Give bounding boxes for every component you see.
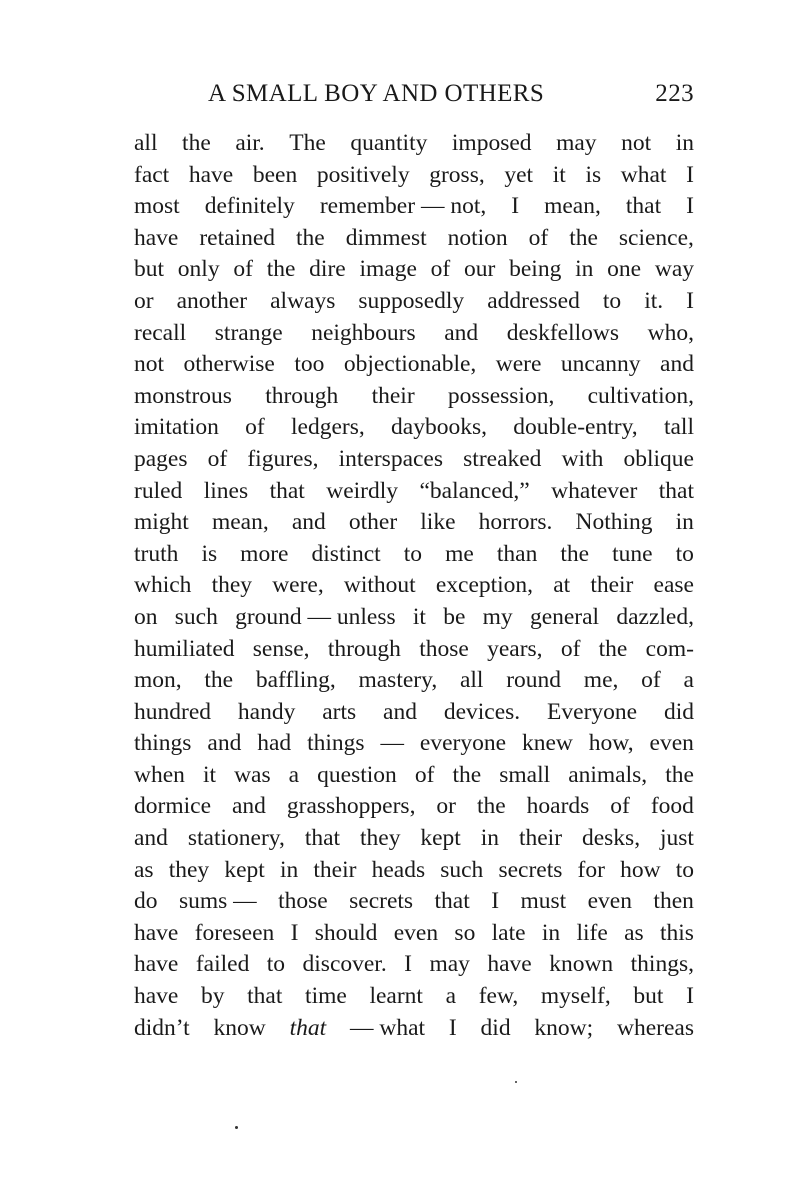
- text-line: [134, 665, 694, 697]
- word: food: [650, 793, 694, 820]
- word: to: [403, 540, 423, 567]
- word: on: [134, 603, 158, 630]
- word: knew: [521, 730, 573, 757]
- word: hundred: [134, 698, 212, 725]
- word: that: [289, 1014, 327, 1041]
- word: handy: [237, 698, 296, 725]
- word: even: [393, 919, 439, 946]
- word: I: [404, 951, 412, 978]
- word: know: [213, 1014, 266, 1041]
- word: things: [307, 730, 365, 757]
- word: secrets: [498, 856, 563, 883]
- word: of: [414, 761, 435, 788]
- word: hoards: [526, 793, 590, 820]
- word: that: [269, 477, 305, 504]
- text-line: [134, 381, 694, 413]
- word: did: [663, 698, 694, 725]
- word: through: [327, 635, 401, 662]
- page-number: 223: [655, 80, 694, 107]
- word: of: [430, 256, 451, 283]
- word: like: [420, 509, 456, 536]
- word: the: [452, 761, 482, 788]
- word: they: [211, 572, 253, 599]
- word: addressed: [487, 287, 580, 314]
- word: gross,: [429, 161, 485, 188]
- word: the: [296, 224, 325, 251]
- word: have: [134, 983, 179, 1010]
- word: quantity: [350, 130, 428, 156]
- word: late: [491, 919, 526, 946]
- text-line: [134, 318, 694, 350]
- text-line: [134, 918, 694, 950]
- word: that: [658, 477, 694, 504]
- word: everyone: [419, 730, 507, 757]
- word: kept: [224, 856, 265, 883]
- word: and: [444, 319, 479, 346]
- word: fact: [134, 161, 170, 188]
- word: I: [686, 287, 694, 314]
- word: the: [476, 793, 506, 820]
- text-line: [134, 539, 694, 571]
- word: or: [134, 287, 154, 314]
- word: science,: [618, 224, 694, 251]
- word: the: [182, 130, 211, 156]
- word: the: [569, 224, 598, 251]
- text-line: [134, 949, 694, 981]
- print-speck: [235, 1126, 238, 1129]
- text-line: [134, 760, 694, 792]
- word: it: [202, 761, 217, 788]
- word: in: [480, 825, 500, 852]
- word: such: [440, 856, 484, 883]
- text-line: [134, 254, 694, 286]
- word: be: [443, 603, 466, 630]
- word: a: [683, 667, 694, 694]
- word: time: [305, 983, 347, 1010]
- text-line: [134, 602, 694, 634]
- word: sums —: [178, 888, 257, 915]
- text-line: [134, 223, 694, 255]
- text-line: [134, 349, 694, 381]
- word: is: [201, 540, 218, 567]
- word: should: [314, 919, 378, 946]
- word: not: [621, 130, 652, 156]
- word: of: [233, 256, 253, 283]
- word: failed: [195, 951, 250, 978]
- word: in: [575, 256, 594, 283]
- word: to: [602, 287, 622, 314]
- word: through: [265, 382, 339, 409]
- word: discover.: [302, 951, 387, 978]
- word: to: [266, 951, 286, 978]
- word: I: [686, 983, 694, 1010]
- word: of: [528, 224, 549, 251]
- word: those: [419, 635, 469, 662]
- text-line: [134, 444, 694, 476]
- word: strange: [214, 319, 283, 346]
- word: I: [511, 193, 520, 220]
- word: supposedly: [358, 287, 465, 314]
- word: the: [560, 540, 590, 567]
- text-line: [134, 886, 694, 918]
- word: have: [134, 951, 179, 978]
- word: cultivation,: [587, 382, 694, 409]
- word: tall: [663, 414, 694, 441]
- word: all: [459, 667, 484, 694]
- word: ease: [653, 572, 694, 599]
- word: life: [576, 919, 608, 946]
- text-line: [134, 507, 694, 539]
- word: by: [201, 983, 225, 1010]
- word: too: [294, 351, 325, 378]
- word: daybooks,: [391, 414, 487, 441]
- print-speck: [515, 1081, 517, 1083]
- word: baffling,: [255, 667, 336, 694]
- text-line: [134, 128, 694, 160]
- word: may: [429, 951, 470, 978]
- word: streaked: [463, 445, 542, 472]
- word: secrets: [349, 888, 414, 915]
- word: possession,: [447, 382, 555, 409]
- word: arts: [322, 698, 357, 725]
- word: Nothing: [575, 509, 653, 536]
- word: the: [266, 256, 296, 283]
- word: know;: [534, 1014, 594, 1041]
- word: one: [607, 256, 642, 283]
- word: mon,: [134, 667, 182, 694]
- word: stationery,: [187, 825, 285, 852]
- word: learnt: [369, 983, 423, 1010]
- word: image: [359, 256, 417, 283]
- word: air.: [235, 130, 265, 156]
- word: I: [686, 161, 694, 188]
- word: for: [577, 856, 605, 883]
- word: distinct: [311, 540, 381, 567]
- word: my: [482, 603, 513, 630]
- word: I: [686, 193, 694, 220]
- word: imposed: [451, 130, 532, 156]
- word: dazzled,: [616, 603, 694, 630]
- word: to: [675, 540, 694, 567]
- word: the: [665, 761, 694, 788]
- word: otherwise: [183, 351, 275, 378]
- text-line: [134, 791, 694, 823]
- word: years,: [487, 635, 543, 662]
- text-line: [134, 855, 694, 887]
- word: me,: [583, 667, 619, 694]
- word: things,: [630, 951, 694, 978]
- word: truth: [134, 540, 179, 567]
- word: our: [464, 256, 496, 283]
- word: The: [289, 130, 326, 156]
- word: at: [553, 572, 571, 599]
- word: mean,: [211, 509, 269, 536]
- word: do: [134, 888, 158, 915]
- word: and: [207, 730, 242, 757]
- word: — what: [350, 1014, 426, 1041]
- word: how,: [588, 730, 634, 757]
- body-text: [134, 128, 694, 1044]
- word: of: [610, 793, 630, 820]
- word: objectionable,: [343, 351, 477, 378]
- word: is: [585, 161, 602, 188]
- word: humiliated: [134, 635, 235, 662]
- word: in: [279, 856, 299, 883]
- word: deskfellows: [506, 319, 620, 346]
- word: and: [291, 509, 326, 536]
- word: double-entry,: [513, 414, 638, 441]
- word: as: [624, 919, 644, 946]
- word: notion: [447, 224, 508, 251]
- word: neighbours: [311, 319, 416, 346]
- word: recall: [134, 319, 187, 346]
- word: “balanced,”: [419, 477, 530, 504]
- word: known: [549, 951, 614, 978]
- word: myself,: [540, 983, 611, 1010]
- word: as: [134, 856, 154, 883]
- word: I: [290, 919, 299, 946]
- word: and: [134, 825, 168, 852]
- word: heads: [371, 856, 426, 883]
- word: me: [445, 540, 474, 567]
- word: other: [348, 509, 398, 536]
- word: pages: [134, 445, 188, 472]
- word: yet: [504, 161, 534, 188]
- word: in: [541, 919, 561, 946]
- word: their: [590, 572, 634, 599]
- word: might: [134, 509, 189, 536]
- word: were: [495, 351, 542, 378]
- word: I: [491, 888, 500, 915]
- word: who,: [647, 319, 694, 346]
- word: been: [252, 161, 298, 188]
- word: few,: [478, 983, 519, 1010]
- word: dormice: [134, 793, 211, 820]
- word: and: [231, 793, 266, 820]
- word: with: [561, 445, 604, 472]
- word: a: [445, 983, 457, 1010]
- text-line: [134, 412, 694, 444]
- word: figures,: [247, 445, 319, 472]
- word: it: [412, 603, 426, 630]
- word: kept: [420, 825, 461, 852]
- word: their: [518, 825, 563, 852]
- word: all: [134, 130, 158, 156]
- word: must: [520, 888, 567, 915]
- word: they: [168, 856, 210, 883]
- word: which: [134, 572, 192, 599]
- word: this: [660, 919, 694, 946]
- word: didn’t: [134, 1014, 190, 1041]
- word: in: [675, 509, 694, 536]
- word: of: [560, 635, 581, 662]
- word: way: [654, 256, 694, 283]
- word: whereas: [616, 1014, 694, 1041]
- word: those: [278, 888, 328, 915]
- word: oblique: [623, 445, 694, 472]
- word: that: [625, 193, 662, 220]
- word: small: [499, 761, 551, 788]
- word: they: [359, 825, 401, 852]
- word: only: [177, 256, 220, 283]
- word: such: [174, 603, 218, 630]
- word: round: [506, 667, 562, 694]
- word: of: [245, 414, 265, 441]
- word: it.: [644, 287, 664, 314]
- word: mean,: [544, 193, 601, 220]
- word: just: [660, 825, 694, 852]
- text-line: [134, 728, 694, 760]
- word: and: [660, 351, 694, 378]
- word: dimmest: [345, 224, 427, 251]
- word: I: [448, 1014, 457, 1041]
- word: their: [371, 382, 415, 409]
- word: have: [134, 919, 179, 946]
- word: Everyone: [547, 698, 638, 725]
- word: horrors.: [478, 509, 553, 536]
- word: was: [234, 761, 271, 788]
- text-line: [134, 191, 694, 223]
- word: —: [380, 730, 404, 757]
- word: to: [675, 856, 694, 883]
- word: even: [587, 888, 632, 915]
- word: weirdly: [326, 477, 399, 504]
- word: that: [434, 888, 470, 915]
- word: have: [134, 224, 179, 251]
- running-title: A SMALL BOY AND OTHERS: [208, 80, 545, 107]
- word: the: [598, 635, 628, 662]
- text-line: [134, 160, 694, 192]
- text-line: [134, 476, 694, 508]
- text-line: [134, 697, 694, 729]
- word: the: [204, 667, 234, 694]
- word: remember — not,: [319, 193, 487, 220]
- word: another: [176, 287, 248, 314]
- word: of: [641, 667, 661, 694]
- word: a: [288, 761, 300, 788]
- word: without: [343, 572, 416, 599]
- word: their: [313, 856, 357, 883]
- word: in: [675, 130, 694, 156]
- word: interspaces: [338, 445, 444, 472]
- word: but: [134, 256, 165, 283]
- word: monstrous: [134, 382, 232, 409]
- text-line: [134, 570, 694, 602]
- word: more: [240, 540, 289, 567]
- word: what: [620, 161, 667, 188]
- word: and: [383, 698, 417, 725]
- word: whatever: [551, 477, 638, 504]
- text-line: [134, 1013, 694, 1045]
- word: lines: [203, 477, 249, 504]
- word: foreseen: [194, 919, 275, 946]
- text-line: [134, 981, 694, 1013]
- word: imitation: [134, 414, 219, 441]
- word: desks,: [581, 825, 641, 852]
- word: or: [436, 793, 456, 820]
- word: retained: [199, 224, 276, 251]
- word: sense,: [252, 635, 310, 662]
- word: ground — unless: [235, 603, 396, 630]
- word: definitely: [204, 193, 295, 220]
- word: did: [480, 1014, 511, 1041]
- word: ledgers,: [291, 414, 365, 441]
- word: positively: [316, 161, 410, 188]
- word: being: [509, 256, 562, 283]
- word: that: [247, 983, 283, 1010]
- word: animals,: [568, 761, 648, 788]
- text-line: [134, 634, 694, 666]
- word: grasshoppers,: [286, 793, 416, 820]
- word: tune: [612, 540, 653, 567]
- word: exception,: [435, 572, 534, 599]
- word: general: [529, 603, 600, 630]
- text-line: [134, 286, 694, 318]
- word: were,: [272, 572, 324, 599]
- word: always: [270, 287, 336, 314]
- word: devices.: [443, 698, 521, 725]
- word: so: [454, 919, 476, 946]
- word: may: [556, 130, 597, 156]
- word: but: [633, 983, 664, 1010]
- word: not: [134, 351, 165, 378]
- word: ruled: [134, 477, 183, 504]
- word: have: [188, 161, 234, 188]
- word: when: [134, 761, 185, 788]
- word: have: [487, 951, 532, 978]
- word: that: [304, 825, 341, 852]
- word: than: [496, 540, 538, 567]
- word: com-: [645, 635, 694, 662]
- word: things: [134, 730, 192, 757]
- text-line: [134, 823, 694, 855]
- word: uncanny: [560, 351, 641, 378]
- word: most: [134, 193, 180, 220]
- word: question: [317, 761, 397, 788]
- running-head: [134, 80, 694, 114]
- word: it: [552, 161, 566, 188]
- word: dire: [309, 256, 346, 283]
- word: then: [653, 888, 694, 915]
- word: had: [257, 730, 292, 757]
- word: how: [620, 856, 661, 883]
- word: even: [649, 730, 694, 757]
- word: of: [207, 445, 228, 472]
- word: mastery,: [358, 667, 438, 694]
